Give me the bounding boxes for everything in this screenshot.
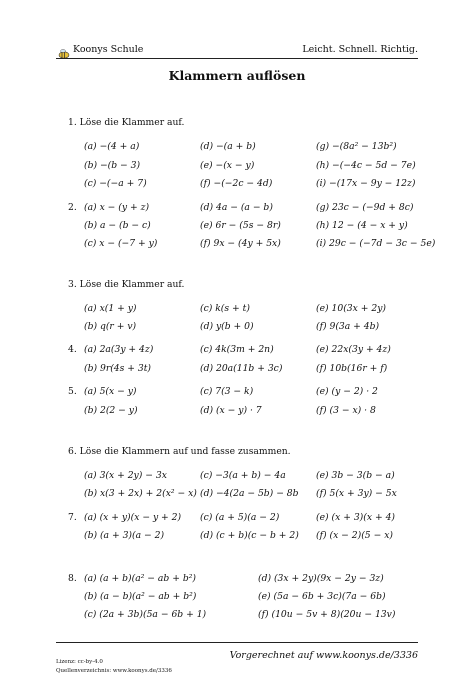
number-4: 4. <box>68 344 77 355</box>
footer-rule <box>56 642 418 643</box>
exercise-4c: (c) 4k(3m + 2n) <box>200 344 274 355</box>
exercise-8d: (d) (3x + 2y)(9x − 2y − 3z) <box>258 573 384 584</box>
exercise-1d: (d) −(a + b) <box>200 141 256 152</box>
exercise-4b: (b) 9r(4s + 3t) <box>84 363 152 374</box>
exercise-4a: (a) 2a(3y + 4z) <box>84 344 154 355</box>
number-2: 2. <box>68 202 77 213</box>
exercise-6b: (b) x(3 + 2x) + 2(x² − x) <box>84 488 197 499</box>
header-rule <box>56 58 418 59</box>
exercise-6a: (a) 3(x + 2y) − 3x <box>84 470 167 481</box>
exercise-7c: (c) (a + 5)(a − 2) <box>200 512 280 523</box>
exercise-4d: (d) 20a(11b + 3c) <box>200 363 283 374</box>
number-7: 7. <box>68 512 77 523</box>
exercise-5c: (c) 7(3 − k) <box>200 386 254 397</box>
instruction-3: 3. Löse die Klammer auf. <box>68 279 185 290</box>
sources-text: Quellenverzeichnis: www.koonys.de/3336 <box>56 668 172 674</box>
exercise-2a: (a) x − (y + z) <box>84 202 150 213</box>
exercise-2d: (d) 4a − (a − b) <box>200 202 273 213</box>
exercise-5e: (e) (y − 2) · 2 <box>316 386 378 397</box>
exercise-8e: (e) (5a − 6b + 3c)(7a − 6b) <box>258 591 386 602</box>
exercise-1h: (h) −(−4c − 5d − 7e) <box>316 160 416 171</box>
exercise-1f: (f) −(−2c − 4d) <box>200 178 273 189</box>
exercise-7a: (a) (x + y)(x − y + 2) <box>84 512 182 523</box>
exercise-7f: (f) (x − 2)(5 − x) <box>316 530 393 541</box>
exercise-1a: (a) −(4 + a) <box>84 141 140 152</box>
exercise-6c: (c) −3(a + b) − 4a <box>200 470 286 481</box>
exercise-1b: (b) −(b − 3) <box>84 160 141 171</box>
exercise-8b: (b) (a − b)(a² − ab + b²) <box>84 591 197 602</box>
exercise-3e: (e) 10(3x + 2y) <box>316 303 386 314</box>
brand-name: Koonys Schule <box>73 44 144 55</box>
exercise-4f: (f) 10b(16r + f) <box>316 363 388 374</box>
exercise-2g: (g) 23c − (−9d + 8c) <box>316 202 414 213</box>
exercise-2c: (c) x − (−7 + y) <box>84 238 158 249</box>
exercise-3a: (a) x(1 + y) <box>84 303 137 314</box>
number-8: 8. <box>68 573 77 584</box>
page-title: Klammern auflösen <box>168 68 306 83</box>
exercise-3d: (d) y(b + 0) <box>200 321 254 332</box>
logo <box>58 44 70 54</box>
exercise-3f: (f) 9(3a + 4b) <box>316 321 380 332</box>
slogan: Leicht. Schnell. Richtig. <box>302 44 418 55</box>
exercise-2h: (h) 12 − (4 − x + y) <box>316 220 408 231</box>
exercise-2b: (b) a − (b − c) <box>84 220 151 231</box>
exercise-5b: (b) 2(2 − y) <box>84 405 138 416</box>
exercise-8f: (f) (10u − 5v + 8)(20u − 13v) <box>258 609 396 620</box>
instruction-1: 1. Löse die Klammer auf. <box>68 117 185 128</box>
exercise-5f: (f) (3 − x) · 8 <box>316 405 376 416</box>
exercise-7e: (e) (x + 3)(x + 4) <box>316 512 395 523</box>
exercise-6d: (d) −4(2a − 5b) − 8b <box>200 488 299 499</box>
exercise-2e: (e) 6r − (5s − 8r) <box>200 220 281 231</box>
exercise-1e: (e) −(x − y) <box>200 160 255 171</box>
number-5: 5. <box>68 386 77 397</box>
exercise-8a: (a) (a + b)(a² − ab + b²) <box>84 573 196 584</box>
exercise-8c: (c) (2a + 3b)(5a − 6b + 1) <box>84 609 207 620</box>
license-text: Lizenz: cc-by-4.0 <box>56 659 103 665</box>
exercise-2f: (f) 9x − (4y + 5x) <box>200 238 281 249</box>
exercise-7b: (b) (a + 3)(a − 2) <box>84 530 165 541</box>
exercise-6e: (e) 3b − 3(b − a) <box>316 470 395 481</box>
exercise-1i: (i) −(17x − 9y − 12z) <box>316 178 416 189</box>
exercise-6f: (f) 5(x + 3y) − 5x <box>316 488 397 499</box>
exercise-3c: (c) k(s + t) <box>200 303 250 314</box>
exercise-1g: (g) −(8a² − 13b²) <box>316 141 397 152</box>
precalc-link[interactable]: Vorgerechnet auf www.koonys.de/3336 <box>229 650 418 661</box>
exercise-4e: (e) 22x(3y + 4z) <box>316 344 391 355</box>
exercise-5d: (d) (x − y) · 7 <box>200 405 262 416</box>
exercise-2i: (i) 29c − (−7d − 3c − 5e) <box>316 238 436 249</box>
exercise-5a: (a) 5(x − y) <box>84 386 137 397</box>
exercise-3b: (b) q(r + v) <box>84 321 137 332</box>
instruction-6: 6. Löse die Klammern auf und fasse zusammen. <box>68 446 291 457</box>
exercise-7d: (d) (c + b)(c − b + 2) <box>200 530 299 541</box>
exercise-1c: (c) −(−a + 7) <box>84 178 147 189</box>
